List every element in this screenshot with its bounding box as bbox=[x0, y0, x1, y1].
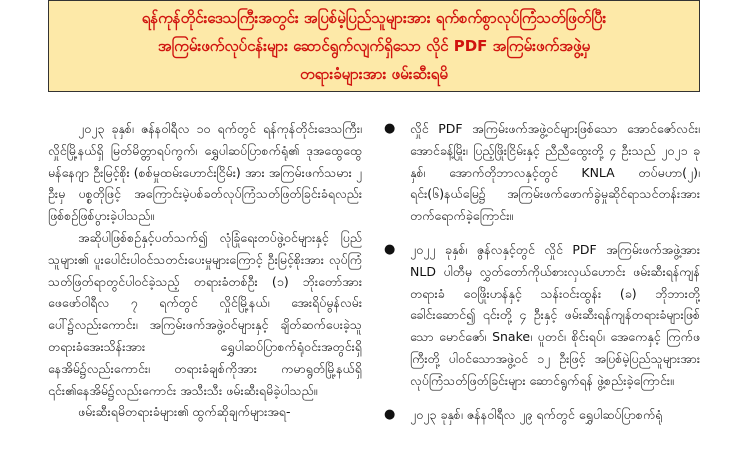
bullet-item bbox=[384, 239, 700, 392]
headline-line-2: အကြမ်းဖက်လုပ်ငန်းများ ဆောင်ရွက်လျက်ရှိသော လိုင် PDF အကြမ်းဖက်အဖွဲ့မှ bbox=[157, 37, 591, 55]
right-column bbox=[384, 118, 700, 437]
body-paragraph-1: ၂၀၂၃ ခုနှစ်၊ ဇန်နဝါရီလ ၁၀ ရက်တွင် ရန်ကုန်တိုင်းဒေသကြီး၊ လှိုင်မြို့နယ်ရှိ မြတ်မိတ္တာရပ်ကွက်၊ ရွှေပါဆပ်ပြာစက်ရုံ၏ ဒုအထွေထွေမန်နေဂျာ ဦးမြင့်စိုး (စစ်မှုထမ်းဟောင်းငြိမ်း) အား အကြမ်းဖက်သမား ၂ ဦးမှ ပစ္စတိုဖြင့် အကြောင်းမဲ့ပစ်ခတ်လုပ်ကြံသတ်ဖြတ်ခြင်းခံရလည်း ဖြစ်စဉ်ဖြစ်ပွားခဲ့ပါသည်။ bbox=[48, 121, 362, 224]
headline-banner bbox=[48, 0, 700, 92]
bullet-item bbox=[384, 118, 700, 227]
bullet-dot-icon: ● bbox=[384, 241, 396, 257]
headline-line-1: ရန်ကုန်တိုင်းဒေသကြီးအတွင်း အပြစ်မဲ့ပြည်သူများအား ရက်စက်စွာလုပ်ကြံသတ်ဖြတ်ပြီး bbox=[141, 9, 607, 27]
bullet-text: လှိုင် PDF အကြမ်းဖက်အဖွဲ့ဝင်များဖြစ်သော အောင်ဇော်လင်း၊ အောင်ခန့်မြိုး၊ ပြည့်ဖြိုးငြိမ်းနှင့် ညီညီထွေးတို့ ၄ ဦးသည် ၂၀၂၁ ခုနှစ်၊ အောက်တိုဘာလနှင့်တွင် KNLA တပ်မဟာ(၂)၊ ရင်း(၆)နယ်မြေ၌ အကြမ်းဖက်ဖောက်ခွဲမှုဆိုင်ရာသင်တန်းအား တက်ရောက်ခဲ့ကြောင်း။ bbox=[410, 121, 700, 224]
left-column bbox=[48, 118, 362, 423]
bullet-text: ၂၀၂၃ ခုနှစ်၊ ဇန်နဝါရီလ ၂၉ ရက်တွင် ရွှေပါဆပ်ပြာစက်ရုံ bbox=[410, 406, 663, 422]
bullet-text: ၂၀၂၂ ခုနှစ်၊ ဇွန်လနှင့်တွင် လှိုင် PDF အကြမ်းဖက်အဖွဲ့အား NLD ပါတီမှ လွှတ်တော်ကိုယ်စားလှယ်ဟောင်း ဖမ်းဆီးရန်ကျန်တရားခံ ဝေဖြိုးဟန်နှင့် သန်းဝင်းထွန်း (ခ) ဘိုဘားတို့ခေါင်းဆောင်၍ ၎င်းတို့ ၄ ဦးနှင့် ဖမ်းဆီးရန်ကျန်တရားခံများဖြစ်သော မောင်ဇော်၊ Snake၊ ပူတင်၊ စိုင်းရပ်၊ အေကေနှင့် ကြက်ဖကြီးတို့ ပါဝင်သောအဖွဲ့ဝင် ၁၂ ဦးဖြင့် အပြစ်မဲ့ပြည်သူများအား လုပ်ကြံသတ်ဖြတ်ခြင်းများ ဆောင်ရွက်ရန် ဖွဲ့စည်းခဲ့ကြောင်း။ bbox=[410, 241, 700, 388]
bullet-dot-icon: ● bbox=[384, 406, 396, 422]
headline-line-3: တရားခံများအား ဖမ်းဆီးရမိ bbox=[300, 65, 448, 83]
body-paragraph-2: အဆိုပါဖြစ်စဉ်နှင့်ပတ်သက်၍ လုံခြုံရေးတပ်ဖွဲ့ဝင်များနှင့် ပြည်သူများ၏ ပူးပေါင်းပါဝင်သတင်းပေးမှုများကြောင့် ဦးမြင့်စိုးအား လုပ်ကြံသတ်ဖြတ်ရာတွင်ပါဝင်ခဲ့သည့် တရားခံတစ်ဦး (၁) ဘိုးတော်အား ဖေဖော်ဝါရီလ ၇ ရက်တွင် လှိုင်မြို့နယ်၊ အေးရိပ်မွန်လမ်းပေါ်၌လည်းကောင်း၊ အကြမ်းဖက်အဖွဲ့ဝင်များနှင့် ချိတ်ဆက်ပေးခဲ့သူ တရားခံအေးသိန်းအား ရွှေပါဆပ်ပြာစက်ရုံဝင်းအတွင်းရှိ နေအိမ်၌လည်းကောင်း၊ တရားခံချစ်ကိုအား ကမာရွတ်မြို့နယ်ရှိ ၎င်း၏နေအိမ်၌လည်းကောင်း အသီးသီး ဖမ်းဆီးရမိခဲ့ပါသည်။ bbox=[48, 229, 362, 398]
bullet-dot-icon: ● bbox=[384, 121, 396, 136]
body-paragraph-3: ဖမ်းဆီးရမိတရားခံများ၏ ထွက်ဆိုချက်များအရ- bbox=[78, 404, 291, 420]
bullet-item bbox=[384, 404, 700, 426]
